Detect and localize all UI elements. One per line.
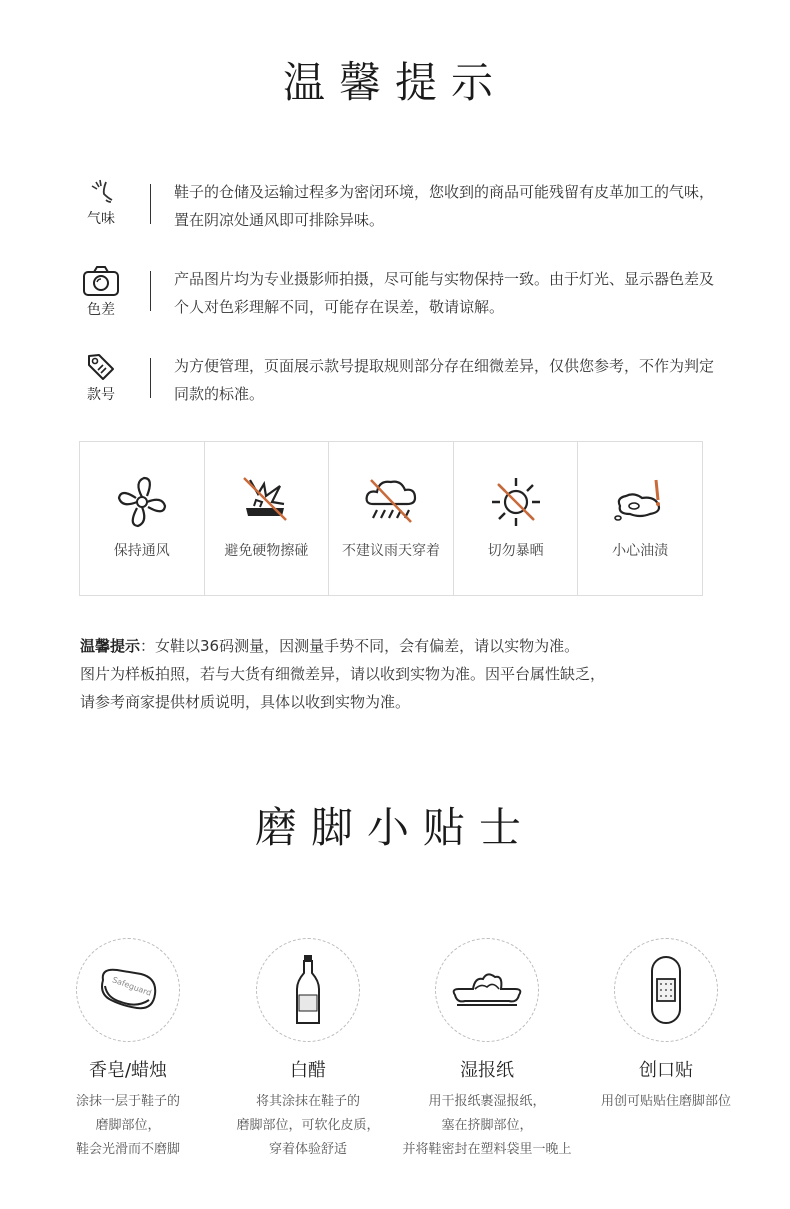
notice-label: 色差 [87,302,115,318]
page-title: 温馨提示 [282,58,507,107]
wet-paper-icon [447,965,527,1015]
care-label: 保持通风 [113,543,170,559]
foot-tip-name: 香皂/蜡烛 [88,1060,168,1081]
care-item [578,442,702,595]
notice-label: 款号 [87,387,115,403]
foot-tip-wet-paper [392,938,582,1162]
notice-smell [78,178,718,238]
tips-line: 图片为样板拍照，若与大货有细微差异，请以收到实物为准。因平台属性缺乏， [80,665,606,683]
foot-tip-desc: 用干报纸裹湿报纸， 塞在挤脚部位， 并将鞋密封在塑料袋里一晚上 [402,1094,572,1157]
vinegar-bottle-icon [293,953,323,1027]
tips-line: ：女鞋以36码测量，因测量手势不同，会有偏差，请以实物为准。 [140,637,580,655]
care-item [329,442,454,595]
care-label: 避免硬物擦碰 [224,543,309,559]
section-title: 磨脚小贴士 [254,803,535,852]
notice-text: 为方便管理，页面展示款号提取规则部分存在细微差异，仅供您参考，不作为判定同款的标准。 [174,357,715,403]
divider [150,358,151,398]
notice-label: 气味 [87,211,115,227]
care-item [205,442,330,595]
notice-color [78,265,718,325]
no-rain-icon [361,472,421,532]
care-item [454,442,579,595]
care-instructions-grid [79,441,703,596]
care-label: 不建议雨天穿着 [341,543,440,559]
nose-smell-icon [86,178,116,206]
soap-icon [93,960,163,1020]
foot-tip-name: 湿报纸 [460,1060,514,1081]
foot-tip-name: 白醋 [290,1060,326,1081]
tips-line: 请参考商家提供材质说明，具体以收到实物为准。 [80,693,411,711]
foot-tip-desc: 涂抹一层于鞋子的 磨脚部位， 鞋会光滑而不磨脚 [75,1094,180,1157]
size-notice [80,632,720,716]
foot-tip-desc: 用创可贴贴住磨脚部位 [600,1094,731,1109]
foot-tip-vinegar [213,938,403,1162]
foot-tip-desc: 将其涂抹在鞋子的 磨脚部位，可软化皮质， 穿着体验舒适 [236,1094,380,1157]
foot-tip-name: 创口贴 [639,1060,693,1081]
camera-icon [82,265,120,297]
oil-stain-icon [610,472,670,532]
foot-tip-soap [33,938,223,1162]
divider [150,184,151,224]
notice-style-number [78,352,718,412]
fan-icon [112,472,172,532]
no-collision-icon [236,472,296,532]
notice-text: 鞋子的仓储及运输过程多为密闭环境，您收到的商品可能残留有皮革加工的气味，置在阴凉处通风即可排除异味。 [174,183,715,229]
tag-icon [85,352,117,382]
tips-prefix: 温馨提示 [80,637,141,655]
divider [150,271,151,311]
care-label: 切勿暴晒 [487,543,544,559]
no-sun-icon [486,472,546,532]
svg-text:Safeguard: Safeguard [111,975,153,998]
care-label: 小心油渍 [612,543,669,559]
foot-tip-bandage [571,938,761,1114]
care-item [80,442,205,595]
notice-text: 产品图片均为专业摄影师拍摄，尽可能与实物保持一致。由于灯光、显示器色差及个人对色彩理解不同，可能存在误差，敬请谅解。 [174,270,715,316]
bandage-icon [648,955,684,1025]
